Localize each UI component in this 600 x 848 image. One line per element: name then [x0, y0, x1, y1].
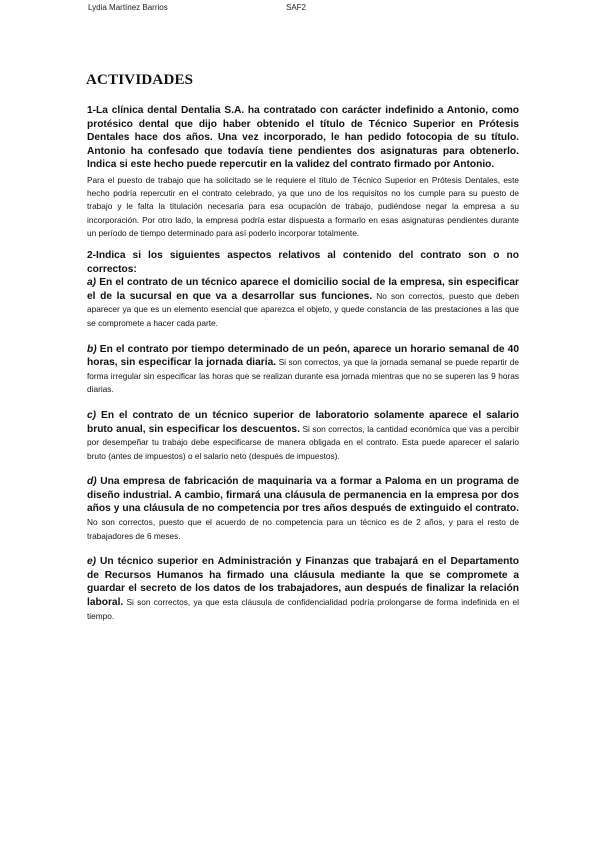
question-2 [87, 249, 519, 623]
question-2-item-e [87, 555, 519, 623]
item-question: En el contrato de un técnico aparece el domicilio social de la empresa, sin especificar el de la sucursal en que va a desarrollar sus funciones. [87, 277, 519, 302]
item-letter: d) [87, 476, 97, 488]
question-2-item-b [87, 343, 519, 397]
header-author: Lydia Martínez Barrios [88, 3, 168, 12]
page-title: ACTIVIDADES [86, 72, 194, 88]
item-question: En el contrato por tiempo determinado de un peón, aparece un horario semanal de 40 horas, sin especificar la jornada diaria. [87, 343, 519, 369]
item-question: Una empresa de fabricación de maquinaria va a formar a Paloma en un programa de diseño industrial. A cambio, firmará una cláusula de permanencia en la empresa por dos años y una cláusula de no competencia por tres años después de extinguido el contrato. [87, 476, 519, 515]
item-answer: No son correctos, puesto que el acuerdo de no competencia para un técnico es de 2 años, y para el resto de trabajadores de 6 meses. [87, 517, 519, 541]
item-letter: a) [87, 277, 97, 289]
item-answer: Si son correctos, ya que la jornada semanal se puede repartir de forma irregular sin especificar las horas que se realizan durante esa jornada mientras que no se superen las 9 horas diarias. [87, 357, 519, 395]
item-answer: No son correctos, puesto que deben aparecer ya que es un elemento esencial que aparezca el objeto, y quede constancia de las prestaciones a las que se compromete a hacer cada parte. [87, 290, 519, 328]
header-code: SAF2 [286, 3, 307, 12]
question-1-text: 1-La clínica dental Dentalia S.A. ha contratado con carácter indefinido a Antonio, como protésico dental que dijo haber obtenido el título de Técnico Superior en Prótesis Dentales hace dos años. Una vez incorporado, le han pedido fotocopia de su título. Antonio ha confesado que todavía tiene pendientes dos asignaturas para obtenerlo. Indica si este hecho puede repercutir en la validez del contrato firmado por Antonio. [87, 105, 519, 171]
item-question: Un técnico superior en Administración y Finanzas que trabajará en el Departamento de Recursos Humanos ha firmado una cláusula mediante la que se compromete a guardar el secreto de los datos de los trabajadores, aun después de finalizar la relación laboral. [87, 556, 519, 609]
item-letter: b) [87, 343, 97, 355]
item-answer: Si son correctos, la cantidad económica que vas a percibir por desempeñar tu trabajo debe especificarse de manera obligada en el contrato. Esta puede aparecer el salario bruto (antes de impuestos) o el salario neto (después de impuestos). [87, 423, 519, 461]
question-2-item-c [87, 409, 519, 463]
document-body [87, 104, 519, 635]
item-answer: Si son correctos, ya que esta cláusula de confidencialidad podría prolongarse de forma indefinida en el tiempo. [87, 597, 519, 621]
item-letter: c) [87, 409, 97, 421]
question-2-item-d [87, 475, 519, 543]
question-1-answer: Para el puesto de trabajo que ha solicitado se le requiere el título de Técnico Superior en Prótesis Dentales, este hecho podría repercutir en el contrato celebrado, ya que uno de los requisitos no los cumple para su puesto de trabajo y le falta la titulación necesaria para esa ocupación de trabajo, pudiéndose negar la empresa a su incorporación. Por otro lado, la empresa podría estar dispuesta a formarlo en esas asignaturas pendientes durante un período de tiempo determinado para así poderlo incorporar totalmente. [87, 174, 519, 238]
question-1 [87, 104, 519, 240]
question-2-item-a [87, 276, 519, 330]
question-2-intro: 2-Indica si los siguientes aspectos relativos al contenido del contrato son o no correctos: [87, 249, 519, 275]
item-letter: e) [87, 556, 97, 568]
item-question: En el contrato de un técnico superior de laboratorio solamente aparece el salario bruto anual, sin especificar los descuentos. [87, 409, 519, 435]
